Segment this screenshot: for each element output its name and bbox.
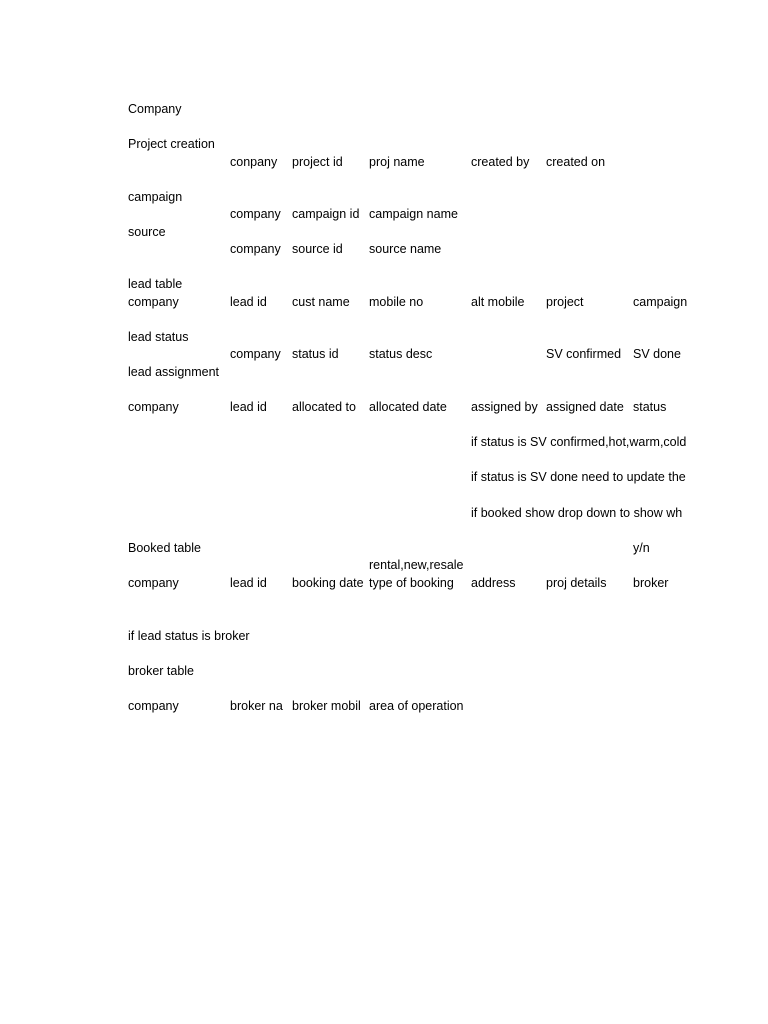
field-cell: type of booking <box>369 576 454 590</box>
field-cell: alt mobile <box>471 295 525 309</box>
field-cell: company <box>128 576 179 590</box>
section-title-booked-table: Booked table <box>128 541 201 555</box>
field-cell: company <box>128 400 179 414</box>
field-cell: status id <box>292 347 339 361</box>
note-cell: if status is SV done need to update the <box>471 470 686 484</box>
field-cell: company <box>128 699 179 713</box>
field-cell: SV confirmed <box>546 347 622 361</box>
field-cell: company <box>230 347 281 361</box>
field-cell: broker mobil <box>292 699 361 713</box>
field-cell: cust name <box>292 295 350 309</box>
field-cell: status desc <box>369 347 433 361</box>
field-cell: lead id <box>230 400 267 414</box>
section-title-source: source <box>128 225 166 239</box>
field-cell: booking date <box>292 576 364 590</box>
field-cell: created on <box>546 155 606 169</box>
field-cell: SV done <box>633 347 681 361</box>
field-cell: company <box>230 242 281 256</box>
field-cell: conpany <box>230 155 278 169</box>
field-cell: proj details <box>546 576 607 590</box>
field-cell: campaign name <box>369 207 458 221</box>
broker-hint: y/n <box>633 541 650 555</box>
section-title-lead-status: lead status <box>128 330 189 344</box>
field-cell: assigned by <box>471 400 538 414</box>
field-cell: company <box>128 295 179 309</box>
field-cell: source id <box>292 242 343 256</box>
field-cell: lead id <box>230 295 267 309</box>
field-cell: company <box>230 207 281 221</box>
broker-condition-note: if lead status is broker <box>128 629 250 643</box>
field-cell: lead id <box>230 576 267 590</box>
booking-type-hint: rental,new,resale <box>369 558 464 572</box>
field-cell: area of operation <box>369 699 464 713</box>
field-cell: assigned date <box>546 400 624 414</box>
note-cell: if booked show drop down to show wh <box>471 506 683 520</box>
field-cell: allocated to <box>292 400 356 414</box>
field-cell: project <box>546 295 584 309</box>
field-cell: status <box>633 400 667 414</box>
field-cell: address <box>471 576 516 590</box>
section-title-lead-table: lead table <box>128 277 183 291</box>
section-title-company: Company <box>128 102 182 116</box>
field-cell: allocated date <box>369 400 447 414</box>
field-cell: project id <box>292 155 343 169</box>
section-title-broker-table: broker table <box>128 664 195 678</box>
field-cell: campaign <box>633 295 688 309</box>
section-title-lead-assignment: lead assignment <box>128 365 220 379</box>
field-cell: proj name <box>369 155 425 169</box>
field-cell: campaign id <box>292 207 360 221</box>
field-cell: created by <box>471 155 530 169</box>
field-cell: source name <box>369 242 442 256</box>
field-cell: mobile no <box>369 295 424 309</box>
note-cell: if status is SV confirmed,hot,warm,cold <box>471 435 687 449</box>
field-cell: broker <box>633 576 669 590</box>
section-title-project-creation: Project creation <box>128 137 215 151</box>
field-cell: broker na <box>230 699 283 713</box>
section-title-campaign: campaign <box>128 190 183 204</box>
